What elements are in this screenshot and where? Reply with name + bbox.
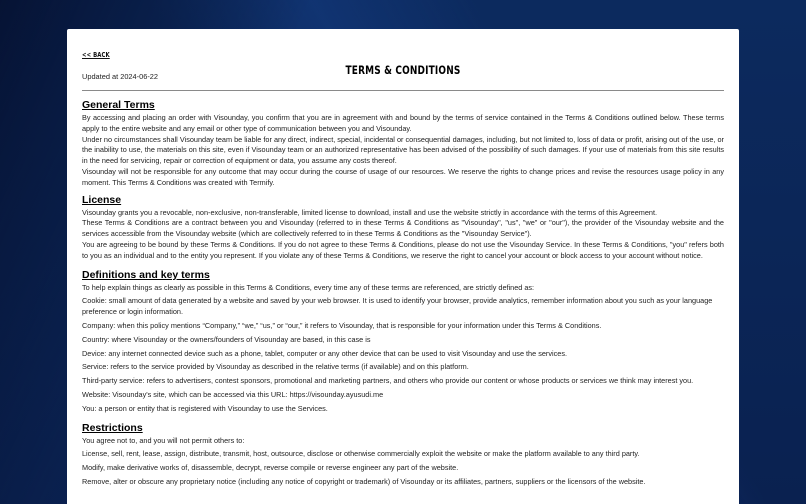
definition-you: You: a person or entity that is registered with Visounday to use the Services. <box>82 403 328 413</box>
paragraph: These Terms & Conditions are a contract between you and Visounday (referred to in these Terms & Conditions as "Visounday", "us", "we" or "our"), the provider of the Visounday website and the services accessible from the Visounday website (which are collectively referred to in these Terms & Conditions as the "Visounday Service"). <box>82 218 724 239</box>
restriction-item: Remove, alter or obscure any proprietary notice (including any notice of copyright or trademark) of Visounday or its affiliates, partners, suppliers or the licensors of the website. <box>82 476 646 486</box>
section-general-terms <box>82 99 724 189</box>
restriction-item: License, sell, rent, lease, assign, distribute, transmit, host, outsource, disclose or otherwise commercially exploit the website or make the platform available to any third party. <box>82 449 640 459</box>
paragraph: You are agreeing to be bound by these Terms & Conditions. If you do not agree to these Terms & Conditions, please do not use the Visounday Service. In these Terms & Conditions, "you" refers both to you as an individual and to the entity you represent. If you violate any of these Terms & Conditions, we reserve the right to cancel your account or block access to your account without notice. <box>82 239 724 260</box>
paragraph: You agree not to, and you will not permit others to: <box>82 435 245 445</box>
definition-website: Website: Visounday's site, which can be accessed via this URL: https://visounday.ayusudi.me <box>82 389 384 399</box>
paragraph: By accessing and placing an order with Visounday, you confirm that you are in agreement with and bound by the terms of service contained in the Terms & Conditions outlined below. These terms apply to the entire website and any email or other type of communication between you and Visounday. <box>82 113 724 133</box>
definition-service: Service: refers to the service provided by Visounday as described in the relative terms (if available) and on this platform. <box>82 362 469 372</box>
section-heading: License <box>82 193 122 206</box>
definition-third-party-service: Third-party service: refers to advertisers, contest sponsors, promotional and marketing partners, and others who provide our content or whose products or services we think may interest you. <box>82 376 694 386</box>
paragraph: To help explain things as clearly as possible in this Terms & Conditions, every time any of these terms are referenced, are strictly defined as: <box>82 282 535 292</box>
back-link[interactable]: << BACK <box>82 51 110 59</box>
section-heading: Definitions and key terms <box>82 268 210 281</box>
terms-card <box>67 29 739 504</box>
title-divider <box>82 90 724 91</box>
definition-device: Device: any internet connected device such as a phone, tablet, computer or any other device that can be used to visit Visounday and use the services. <box>82 348 567 358</box>
section-restrictions <box>82 422 724 488</box>
definition-company: Company: when this policy mentions “Company,” “we,” “us,” or “our,” it refers to Visounday, that is responsible for your information under this Terms & Conditions. <box>82 320 602 330</box>
section-license <box>82 194 724 262</box>
paragraph: Visounday grants you a revocable, non-exclusive, non-transferable, limited license to download, install and use the website strictly in accordance with the terms of this Agreement. <box>82 207 658 217</box>
page-title: TERMS & CONDITIONS <box>345 63 461 77</box>
paragraph: Under no circumstances shall Visounday team be liable for any direct, indirect, special, incidental or consequential damages, including, but not limited to, loss of data or profit, arising out of the use, or the inability to use, the materials on this site, even if Visounday team or an authorized representative has been advised of the possibility of such damages. If your use of materials from this site results in the need for servicing, repair or correction of equipment or data, you assume any costs thereof. <box>82 134 724 166</box>
paragraph: Visounday will not be responsible for any outcome that may occur during the course of usage of our resources. We reserve the rights to change prices and revise the resources usage policy in any moment. This Terms & Conditions was created with Termify. <box>82 166 724 187</box>
section-definitions <box>82 269 724 415</box>
title-row <box>82 62 724 86</box>
section-heading: Restrictions <box>82 421 143 434</box>
definition-cookie: Cookie: small amount of data generated by a website and saved by your web browser. It is used to identify your browser, provide analytics, remember information about you such as your language preference or login information. <box>82 296 713 317</box>
updated-date: Updated at 2024-06-22 <box>82 72 159 81</box>
restriction-item: Modify, make derivative works of, disassemble, decrypt, reverse compile or reverse engineer any part of the website. <box>82 463 459 473</box>
section-heading: General Terms <box>82 99 155 111</box>
definition-country: Country: where Visounday or the owners/founders of Visounday are based, in this case is <box>82 334 371 344</box>
